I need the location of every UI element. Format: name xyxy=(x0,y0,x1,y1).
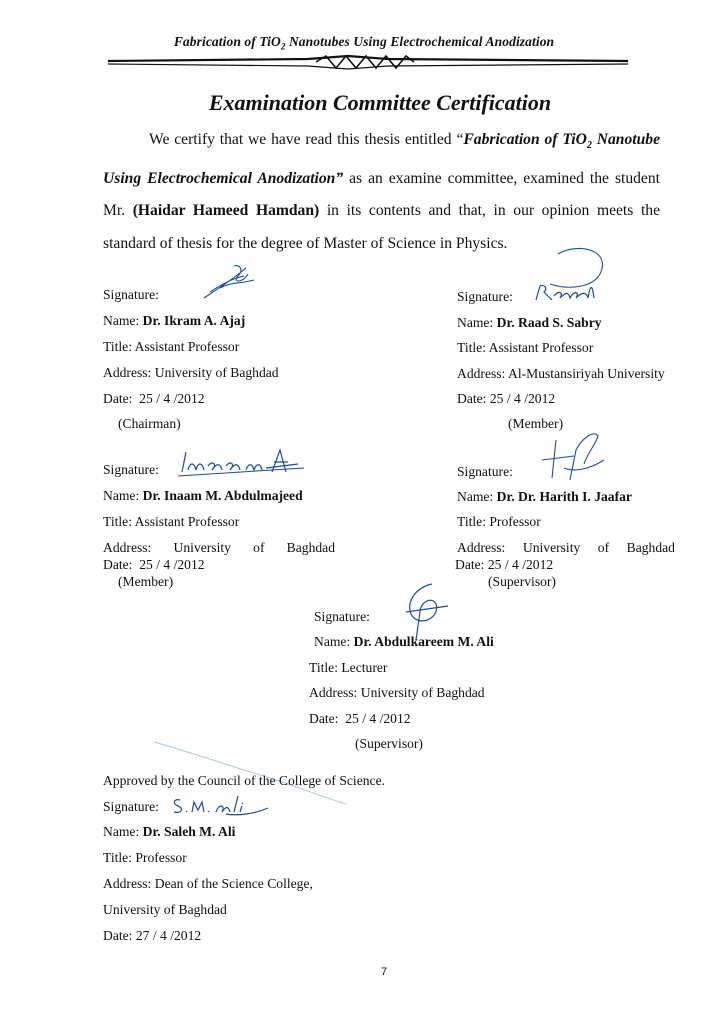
signature-jaafar xyxy=(534,430,608,486)
jaafar-signature-label: Signature: xyxy=(457,464,513,479)
sabry-title: Title: Assistant Professor xyxy=(457,340,594,355)
sabry-address: Address: Al-Mustansiriyah University xyxy=(457,366,665,381)
ali-role: (Supervisor) xyxy=(355,736,423,751)
paragraph-intro: We certify that we have read this thesis entitled “ xyxy=(149,131,464,148)
student-name: (Haidar Hameed Hamdan) xyxy=(132,202,320,220)
jaafar-date: Date: 25 / 4 /2012 xyxy=(455,557,554,572)
council-name: Name: Dr. Saleh M. Ali xyxy=(103,824,236,839)
abdulmajeed-title: Title: Assistant Professor xyxy=(103,514,240,529)
signature-sabry xyxy=(528,244,618,306)
jaafar-title: Title: Professor xyxy=(457,514,541,529)
abdulmajeed-date: Date: 25 / 4 /2012 xyxy=(103,557,205,572)
abdulmajeed-name: Name: Dr. Inaam M. Abdulmajeed xyxy=(103,488,303,503)
ajaj-role: (Chairman) xyxy=(118,416,181,431)
thesis-title-subscript: 2 xyxy=(586,140,592,152)
page-title: Examination Committee Certification xyxy=(208,90,552,115)
jaafar-address: Address: University of Baghdad xyxy=(457,540,675,555)
signature-abdulmajeed xyxy=(176,446,306,480)
thesis-title-pre: Fabrication of TiO xyxy=(463,131,587,148)
council-date: Date: 27 / 4 /2012 xyxy=(103,928,202,943)
abdulmajeed-address: Address: University of Baghdad xyxy=(103,540,335,555)
abdulmajeed-signature-label: Signature: xyxy=(103,462,159,477)
certification-paragraph xyxy=(103,124,660,260)
abdulmajeed-role: (Member) xyxy=(118,574,174,589)
ali-name: Name: Dr. Abdulkareem M. Ali xyxy=(314,634,494,649)
ajaj-signature-label: Signature: xyxy=(103,287,159,302)
paragraph-mid: as an examine committee, examined the student Mr. xyxy=(103,169,660,220)
council-signature-label: Signature: xyxy=(103,799,159,814)
ajaj-date: Date: 25 / 4 /2012 xyxy=(103,391,205,406)
council-address-line2: University of Baghdad xyxy=(103,902,227,917)
sabry-signature-label: Signature: xyxy=(457,289,513,304)
thesis-title-post: Nanotube Using Electrochemical Anodization” xyxy=(103,131,660,187)
sabry-name: Name: Dr. Raad S. Sabry xyxy=(457,315,602,330)
sabry-role: (Member) xyxy=(508,416,564,431)
header-ornament xyxy=(108,52,628,74)
ali-signature-label: Signature: xyxy=(314,609,370,624)
header-subscript: 2 xyxy=(280,41,286,52)
jaafar-name: Name: Dr. Dr. Harith I. Jaafar xyxy=(457,489,632,504)
ali-title: Title: Lecturer xyxy=(309,660,388,675)
paragraph-end: in its contents and that, in our opinion meets the standard of thesis for the degree of Master of Science in Physics. xyxy=(103,202,660,252)
council-address: Address: Dean of the Science College, xyxy=(103,876,313,891)
ajaj-name: Name: Dr. Ikram A. Ajaj xyxy=(103,313,246,328)
running-header xyxy=(0,34,728,52)
ali-date: Date: 25 / 4 /2012 xyxy=(309,711,411,726)
ajaj-address: Address: University of Baghdad xyxy=(103,365,279,380)
signature-ajaj xyxy=(200,262,260,302)
council-title: Title: Professor xyxy=(103,850,187,865)
ali-address: Address: University of Baghdad xyxy=(309,685,485,700)
ajaj-title: Title: Assistant Professor xyxy=(103,339,240,354)
header-text-post: Nanotubes Using Electrochemical Anodization xyxy=(285,34,555,49)
jaafar-role: (Supervisor) xyxy=(488,574,556,589)
sabry-date: Date: 25 / 4 /2012 xyxy=(457,391,556,406)
page-number: 7 xyxy=(381,966,388,978)
header-text-pre: Fabrication of TiO xyxy=(173,34,281,49)
signature-council xyxy=(170,792,270,818)
council-approval: Approved by the Council of the College of Science. xyxy=(103,773,385,788)
